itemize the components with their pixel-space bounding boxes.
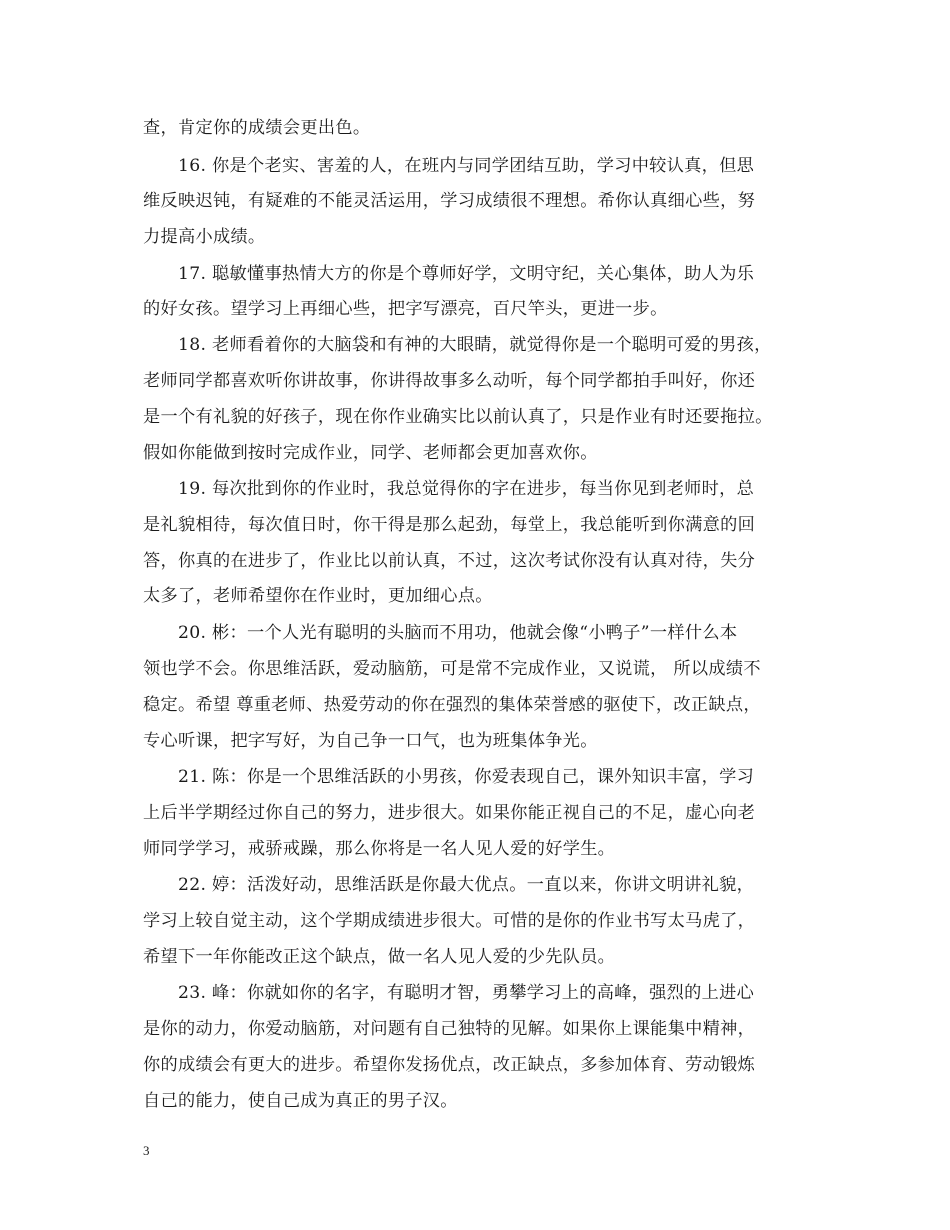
text-line: 师同学学习，戒骄戒躁，那么你将是一名人见人爱的好学生。 bbox=[143, 839, 616, 859]
text-line: 17. 聪敏懂事热情大方的你是个尊师好学，文明守纪，关心集体，助人为乐 bbox=[178, 264, 755, 284]
text-line: 你的成绩会有更大的进步。希望你发扬优点，改正缺点，多参加体育、劳动锻炼 bbox=[143, 1055, 756, 1075]
text-line: 查，肯定你的成绩会更出色。 bbox=[143, 118, 371, 138]
text-line: 23. 峰：你就如你的名字，有聪明才智，勇攀学习上的高峰，强烈的上进心 bbox=[178, 983, 755, 1003]
text-line: 的好女孩。望学习上再细心些，把字写漂亮，百尺竿头，更进一步。 bbox=[143, 299, 668, 319]
text-line: 21. 陈：你是一个思维活跃的小男孩，你爱表现自己，课外知识丰富，学习 bbox=[178, 767, 755, 787]
text-line: 是礼貌相待，每次值日时，你干得是那么起劲，每堂上，我总能听到你满意的回 bbox=[143, 515, 756, 535]
text-line: 学习上较自觉主动，这个学期成绩进步很大。可惜的是你的作业书写太马虎了， bbox=[143, 911, 756, 931]
text-line: 稳定。希望 尊重老师、热爱劳动的你在强烈的集体荣誉感的驱使下，改正缺点， bbox=[143, 695, 761, 715]
text-line: 专心听课，把字写好，为自己争一口气，也为班集体争光。 bbox=[143, 731, 598, 751]
text-line: 假如你能做到按时完成作业，同学、老师都会更加喜欢你。 bbox=[143, 443, 598, 463]
text-line: 老师同学都喜欢听你讲故事，你讲得故事多么动听，每个同学都拍手叫好，你还 bbox=[143, 371, 756, 391]
text-line: 16. 你是个老实、害羞的人，在班内与同学团结互助，学习中较认真，但思 bbox=[178, 156, 755, 176]
text-line: 18. 老师看着你的大脑袋和有神的大眼睛，就觉得你是一个聪明可爱的男孩， bbox=[178, 335, 772, 355]
text-line: 自己的能力，使自己成为真正的男子汉。 bbox=[143, 1091, 458, 1111]
text-line: 上后半学期经过你自己的努力，进步很大。如果你能正视自己的不足，虚心向老 bbox=[143, 803, 756, 823]
text-line: 希望下一年你能改正这个缺点，做一名人见人爱的少先队员。 bbox=[143, 947, 616, 967]
text-line: 力提高小成绩。 bbox=[143, 227, 266, 247]
text-line: 是你的动力，你爱动脑筋，对问题有自己独特的见解。如果你上课能集中精神， bbox=[143, 1019, 756, 1039]
text-line: 19. 每次批到你的作业时，我总觉得你的字在进步，每当你见到老师时，总 bbox=[178, 479, 755, 499]
text-line: 22. 婷：活泼好动，思维活跃是你最大优点。一直以来，你讲文明讲礼貌， bbox=[178, 875, 755, 895]
text-line: 答，你真的在进步了，作业比以前认真，不过，这次考试你没有认真对待，失分 bbox=[143, 551, 756, 571]
text-line: 是一个有礼貌的好孩子，现在你作业确实比以前认真了，只是作业有时还要拖拉。 bbox=[143, 407, 773, 427]
text-line: 太多了，老师希望你在作业时，更加细心点。 bbox=[143, 586, 493, 606]
page-number: 3 bbox=[143, 1143, 150, 1158]
text-line: 维反映迟钝，有疑难的不能灵活运用，学习成绩很不理想。希你认真细心些，努 bbox=[143, 191, 756, 211]
text-line: 20. 彬：一个人光有聪明的头脑而不用功，他就会像“小鸭子”一样什么本 bbox=[178, 623, 738, 643]
text-line: 领也学不会。你思维活跃，爱动脑筋，可是常不完成作业，又说谎， 所以成绩不 bbox=[143, 659, 761, 679]
